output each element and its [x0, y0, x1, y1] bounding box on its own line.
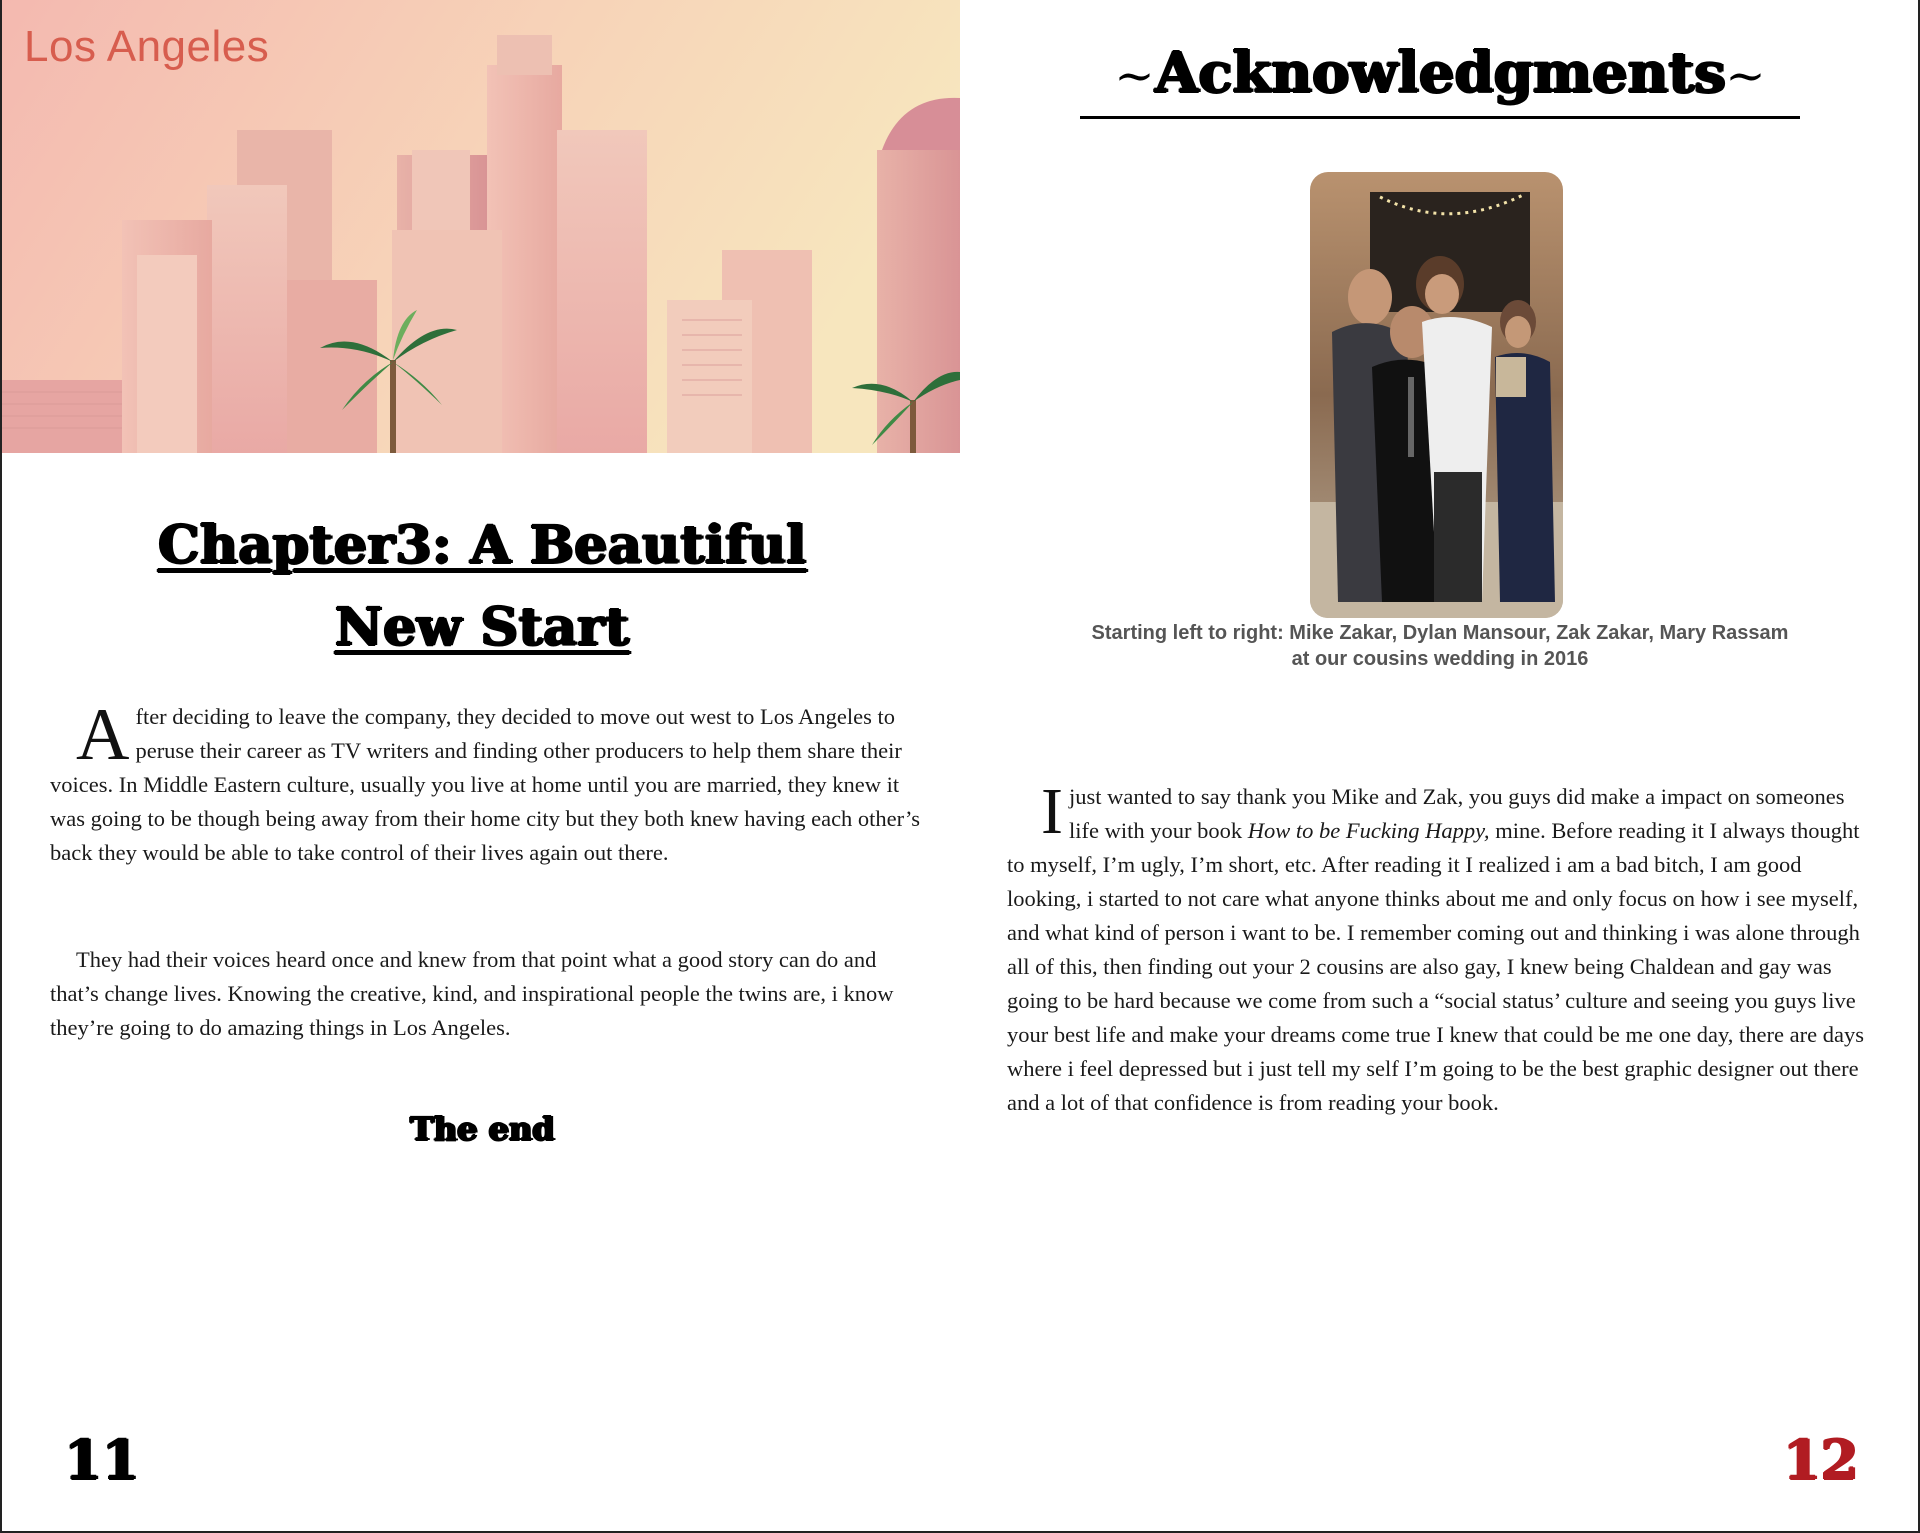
chapter-title-line-2: New Start [334, 597, 630, 658]
book-title: How to be Fucking Happy, [1247, 818, 1490, 843]
photo-caption [1060, 620, 1820, 672]
drop-cap: A [76, 694, 130, 776]
banner-label: Los Angeles [24, 22, 270, 71]
paragraph-text-part-1: just wanted to say thank you Mike and Zak, you guys did make a impact on someones life with your book [1068, 784, 1845, 843]
chapter-paragraph-2: They had their voices heard once and knew from that point what a good story can do and that’s change lives. Knowing the creative, kind, and inspirational people the twins are, i know they’re going to do amazing things in Los Angeles. [50, 947, 894, 1040]
chapter-paragraph-1 [50, 694, 921, 870]
caption-line-2: at our cousins wedding in 2016 [1291, 648, 1589, 670]
title-tilde-right: ~ [1725, 48, 1766, 104]
caption-line-1: Starting left to right: Mike Zakar, Dylan Mansour, Zak Zakar, Mary Rassam [1091, 622, 1789, 644]
title-tilde-left: ~ [1114, 48, 1155, 104]
paragraph-text-part-2: mine. Before reading it I always thought to myself, I’m ugly, I’m short, etc. After reading it I realized i am a bad bitch, I am good looking, i started to not care what anyone thinks about me and only focus on how i see myself, and what kind of person i want to be. I remember coming out and thinking i was alone through all of this, then finding out your 2 cousins are also gay, I knew being Chaldean and gay was going to be hard because we come from such a “social status’ culture and seeing you guys live your best life and make your dreams come true I knew that could be me one day, there are days where i feel depressed but i just tell my self I’m going to be the best graphic designer out there and a lot of that confidence is from reading your book. [1007, 818, 1864, 1115]
acknowledgment-paragraph [1007, 775, 1877, 1120]
acknowledgments-title [1080, 40, 1800, 119]
page-number-right: 12 [1782, 1428, 1858, 1492]
acknowledgments-heading: Acknowledgments [1154, 40, 1726, 106]
los-angeles-illustration [2, 0, 960, 453]
chapter-title-line-1: Chapter3: A Beautiful [157, 515, 807, 576]
group-photo [1310, 172, 1563, 618]
the-end-label: The end [409, 1110, 555, 1148]
paragraph-text: fter deciding to leave the company, they decided to move out west to Los Angeles to peruse their career as TV writers and finding other producers to help them share their voices. In Middle Eastern culture, usually you live at home until you are married, they knew it was going to be though being away from their home city but they both knew having each other’s back they would be able to take control of their lives again out there. [50, 704, 921, 865]
chapter-title [62, 505, 902, 669]
page-number-left: 11 [64, 1428, 140, 1492]
drop-cap: I [1041, 775, 1063, 848]
